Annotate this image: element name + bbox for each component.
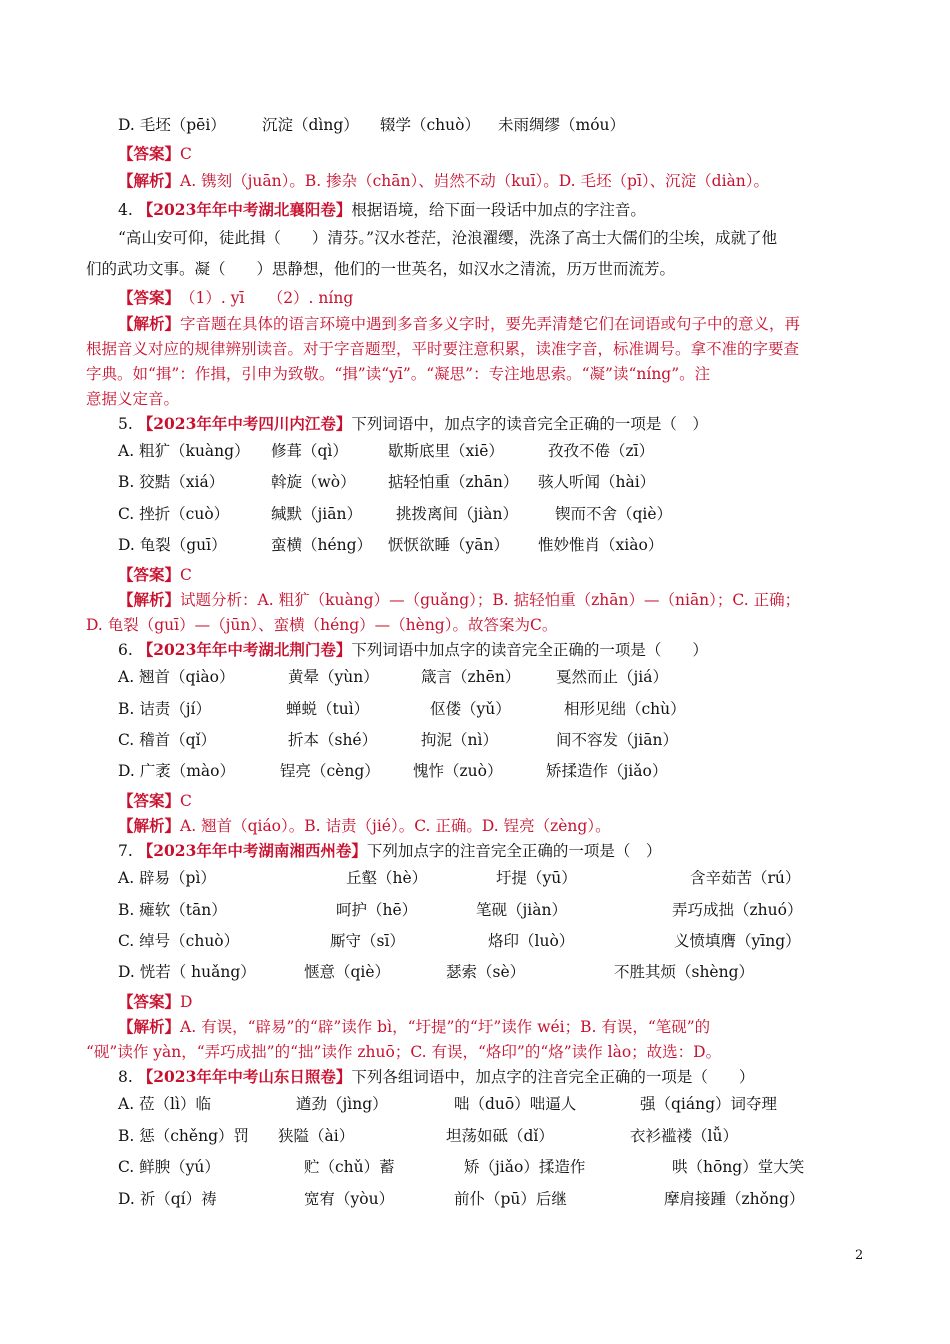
q5-header <box>118 414 708 434</box>
q5-analysis-text-1: 试题分析：A. 粗犷（kuàng）—（guǎng）；B. 掂轻怕重（zhān）—（niān）；C. 正确； <box>180 591 801 609</box>
q6-d-4: 矫揉造作（jiǎo） <box>546 762 668 780</box>
q6-d-1: D. 广袤（mào） <box>118 762 235 780</box>
q6-c-2: 折本（shé） <box>288 731 378 749</box>
q7-d-2: 惬意（qiè） <box>304 963 391 981</box>
q7-answer-tag: 【答案】 <box>118 992 181 1011</box>
q7-a-3: 圩提（yū） <box>496 869 577 887</box>
q6-b-1: B. 诘责（jí） <box>118 700 212 718</box>
q7-a-4: 含辛茹苦（rú） <box>690 869 801 887</box>
q7-d-3: 瑟索（sè） <box>446 963 526 981</box>
q8-c-2: 贮（chǔ）蓄 <box>304 1158 395 1176</box>
q7-analysis-text-1: A. 有误，“辟易”的“辟”读作 bì，“圩提”的“圩”读作 wéi；B. 有误，“笔砚”的 <box>180 1018 711 1036</box>
q6-analysis <box>118 816 611 836</box>
q7-b-3: 笔砚（jiàn） <box>476 901 567 919</box>
q5-b-1: B. 狡黠（xiá） <box>118 473 225 491</box>
q8-d-4: 摩肩接踵（zhǒng） <box>664 1190 805 1208</box>
q4-answer-value: （1）. yī （2）. níng <box>172 289 354 307</box>
q7-b-4: 弄巧成拙（zhuó） <box>672 901 803 919</box>
q7-a-2: 丘壑（hè） <box>346 869 428 887</box>
q3-answer-tag: 【答案】 <box>118 144 181 163</box>
q6-b-3: 伛偻（yǔ） <box>430 700 511 718</box>
q5-analysis-line-2: D. 龟裂（guī）—（jūn）、蛮横（héng）—（hèng）。故答案为C。 <box>86 616 558 634</box>
q5-analysis-line-1 <box>118 590 800 610</box>
q5-answer-tag: 【答案】 <box>118 565 181 584</box>
q7-d-1: D. 恍若（ huǎng） <box>118 963 256 981</box>
q8-a-1: A. 莅（lì）临 <box>118 1095 211 1113</box>
q6-source: 【2023年年中考湖北荆门卷】 <box>137 640 352 659</box>
q8-b-2: 狭隘（ài） <box>278 1127 355 1145</box>
q7-a-1: A. 辟易（pì） <box>118 869 216 887</box>
q6-analysis-text: A. 翘首（qiáo）。B. 诘责（jié）。C. 正确。D. 锃亮（zèng）。 <box>180 817 611 835</box>
q7-analysis-line-1 <box>118 1017 710 1037</box>
q5-source: 【2023年年中考四川内江卷】 <box>137 414 352 433</box>
q5-d-4: 惟妙惟肖（xiào） <box>538 536 664 554</box>
q7-number: 7. <box>118 842 133 860</box>
q7-c-3: 烙印（luò） <box>488 932 575 950</box>
q5-b-3: 掂轻怕重（zhān） <box>388 473 519 491</box>
q7-b-2: 呵护（hē） <box>336 901 418 919</box>
q3-option-d-col1: D. 毛坯（pēi） <box>118 116 226 134</box>
q5-b-4: 骇人听闻（hài） <box>538 473 656 491</box>
q5-c-3: 挑拨离间（jiàn） <box>396 505 518 523</box>
q4-header <box>118 200 646 220</box>
q8-a-4: 强（qiáng）词夺理 <box>640 1095 778 1113</box>
q6-c-3: 拘泥（nì） <box>421 731 498 749</box>
q7-d-4: 不胜其烦（shèng） <box>614 963 755 981</box>
q5-c-1: C. 挫折（cuò） <box>118 505 230 523</box>
q5-d-1: D. 龟裂（guī） <box>118 536 227 554</box>
q5-number: 5. <box>118 415 133 433</box>
q7-analysis-line-2: “砚”读作 yàn，“弄巧成拙”的“拙”读作 zhuō；C. 有误，“烙印”的“烙”读作 lào；故选：D。 <box>86 1043 722 1061</box>
q3-option-d-col4: 未雨绸缪（móu） <box>498 116 626 134</box>
q6-answer-value: C <box>180 792 192 810</box>
q6-number: 6. <box>118 641 133 659</box>
q4-analysis-line-4: 意据义定音。 <box>86 390 180 408</box>
q3-answer-value: C <box>180 145 192 163</box>
q5-a-1: A. 粗犷（kuàng） <box>118 442 250 460</box>
q7-analysis-tag: 【解析】 <box>118 1017 181 1036</box>
q3-analysis-tag: 【解析】 <box>118 171 181 190</box>
q5-c-4: 锲而不舍（qiè） <box>555 505 673 523</box>
q4-passage-line-1: “高山安可仰，徒此揖（ ）清芬。”汉水苍茫，沧浪濯缨，洗涤了高士大儒们的尘埃，成就了他 <box>118 229 778 247</box>
q4-analysis-line-3: 字典。如“揖”：作揖，引申为致敬。“揖”读“yī”。“凝思”：专注地思索。“凝”读“níng”。注 <box>86 365 711 383</box>
q5-answer <box>118 565 192 585</box>
q7-source: 【2023年年中考湖南湘西州卷】 <box>137 841 367 860</box>
q8-d-1: D. 祈（qí）祷 <box>118 1190 217 1208</box>
q6-answer <box>118 791 192 811</box>
q8-number: 8. <box>118 1068 133 1086</box>
q6-c-4: 间不容发（jiān） <box>556 731 678 749</box>
q3-analysis-text: A. 镌刻（juān）。B. 掺杂（chān）、岿然不动（kuī）。D. 毛坯（pī）、沉淀（diàn）。 <box>180 172 770 190</box>
q5-a-2: 修葺（qì） <box>271 442 348 460</box>
page-number: 2 <box>855 1248 864 1263</box>
q8-c-3: 矫（jiǎo）揉造作 <box>464 1158 586 1176</box>
q6-header <box>118 640 708 660</box>
q6-a-3: 箴言（zhēn） <box>421 668 521 686</box>
q7-answer <box>118 992 192 1012</box>
q7-stem: 下列加点字的注音完全正确的一项是（ ） <box>366 842 662 860</box>
q4-analysis-line-2: 根据音义对应的规律辨别读音。对于字音题型，平时要注意积累，读准字音，标准调号。拿不准的字要查 <box>86 340 800 358</box>
q7-header <box>118 841 661 861</box>
q8-a-2: 遒劲（jìng） <box>296 1095 388 1113</box>
q6-stem: 下列词语中加点字的读音完全正确的一项是（ ） <box>351 641 708 659</box>
q8-c-1: C. 鲜腴（yú） <box>118 1158 220 1176</box>
q6-c-1: C. 稽首（qǐ） <box>118 731 217 749</box>
q4-analysis-text-1: 字音题在具体的语言环境中遇到多音多义字时，要先弄清楚它们在词语或句子中的意义，再 <box>180 315 801 333</box>
q6-a-1: A. 翘首（qiào） <box>118 668 235 686</box>
q4-source: 【2023年年中考湖北襄阳卷】 <box>137 200 352 219</box>
q8-source: 【2023年年中考山东日照卷】 <box>137 1067 352 1086</box>
q6-d-2: 锃亮（cèng） <box>280 762 380 780</box>
q8-c-4: 哄（hōng）堂大笑 <box>672 1158 805 1176</box>
q8-d-3: 前仆（pū）后继 <box>454 1190 567 1208</box>
q6-d-3: 愧怍（zuò） <box>413 762 503 780</box>
q5-analysis-tag: 【解析】 <box>118 590 181 609</box>
q5-d-2: 蛮横（héng） <box>271 536 373 554</box>
q8-header <box>118 1067 754 1087</box>
q5-answer-value: C <box>180 566 192 584</box>
q6-b-4: 相形见绌（chù） <box>564 700 686 718</box>
q7-answer-value: D <box>180 993 193 1011</box>
q4-analysis-tag: 【解析】 <box>118 314 181 333</box>
q8-d-2: 宽宥（yòu） <box>304 1190 395 1208</box>
q8-b-1: B. 惩（chěng）罚 <box>118 1127 249 1145</box>
q3-option-d-col3: 辍学（chuò） <box>380 116 480 134</box>
q4-stem: 根据语境，给下面一段话中加点的字注音。 <box>351 201 646 219</box>
q7-c-4: 义愤填膺（yīng） <box>674 932 801 950</box>
q4-analysis-line-1 <box>118 314 800 334</box>
q7-b-1: B. 瘫软（tān） <box>118 901 227 919</box>
q3-option-d-col2: 沉淀（dìng） <box>262 116 359 134</box>
q7-c-2: 厮守（sī） <box>330 932 405 950</box>
q8-a-3: 咄（duō）咄逼人 <box>454 1095 577 1113</box>
q3-answer <box>118 144 192 164</box>
q5-c-2: 缄默（jiān） <box>271 505 362 523</box>
q4-answer <box>118 288 353 308</box>
q6-b-2: 蝉蜕（tuì） <box>286 700 370 718</box>
q4-answer-tag: 【答案】 <box>118 288 173 307</box>
q8-b-3: 坦荡如砥（dǐ） <box>446 1127 554 1145</box>
q6-analysis-tag: 【解析】 <box>118 816 181 835</box>
q4-number: 4. <box>118 201 133 219</box>
q4-passage-line-2: 们的武功文事。凝（ ）思静想，他们的一世英名，如汉水之清流，历万世而流芳。 <box>86 260 676 278</box>
q8-b-4: 衣衫褴褛（lǚ） <box>630 1127 738 1145</box>
q6-a-2: 黄晕（yùn） <box>288 668 379 686</box>
q5-a-4: 孜孜不倦（zī） <box>548 442 655 460</box>
q7-c-1: C. 绰号（chuò） <box>118 932 240 950</box>
q8-stem: 下列各组词语中，加点字的注音完全正确的一项是（ ） <box>351 1068 755 1086</box>
q5-a-3: 歇斯底里（xiē） <box>388 442 504 460</box>
q3-analysis <box>118 171 769 191</box>
q5-b-2: 斡旋（wò） <box>271 473 356 491</box>
q6-answer-tag: 【答案】 <box>118 791 181 810</box>
q6-a-4: 戛然而止（jiá） <box>556 668 669 686</box>
q5-stem: 下列词语中，加点字的读音完全正确的一项是（ ） <box>351 415 708 433</box>
q5-d-3: 恹恹欲睡（yān） <box>388 536 509 554</box>
